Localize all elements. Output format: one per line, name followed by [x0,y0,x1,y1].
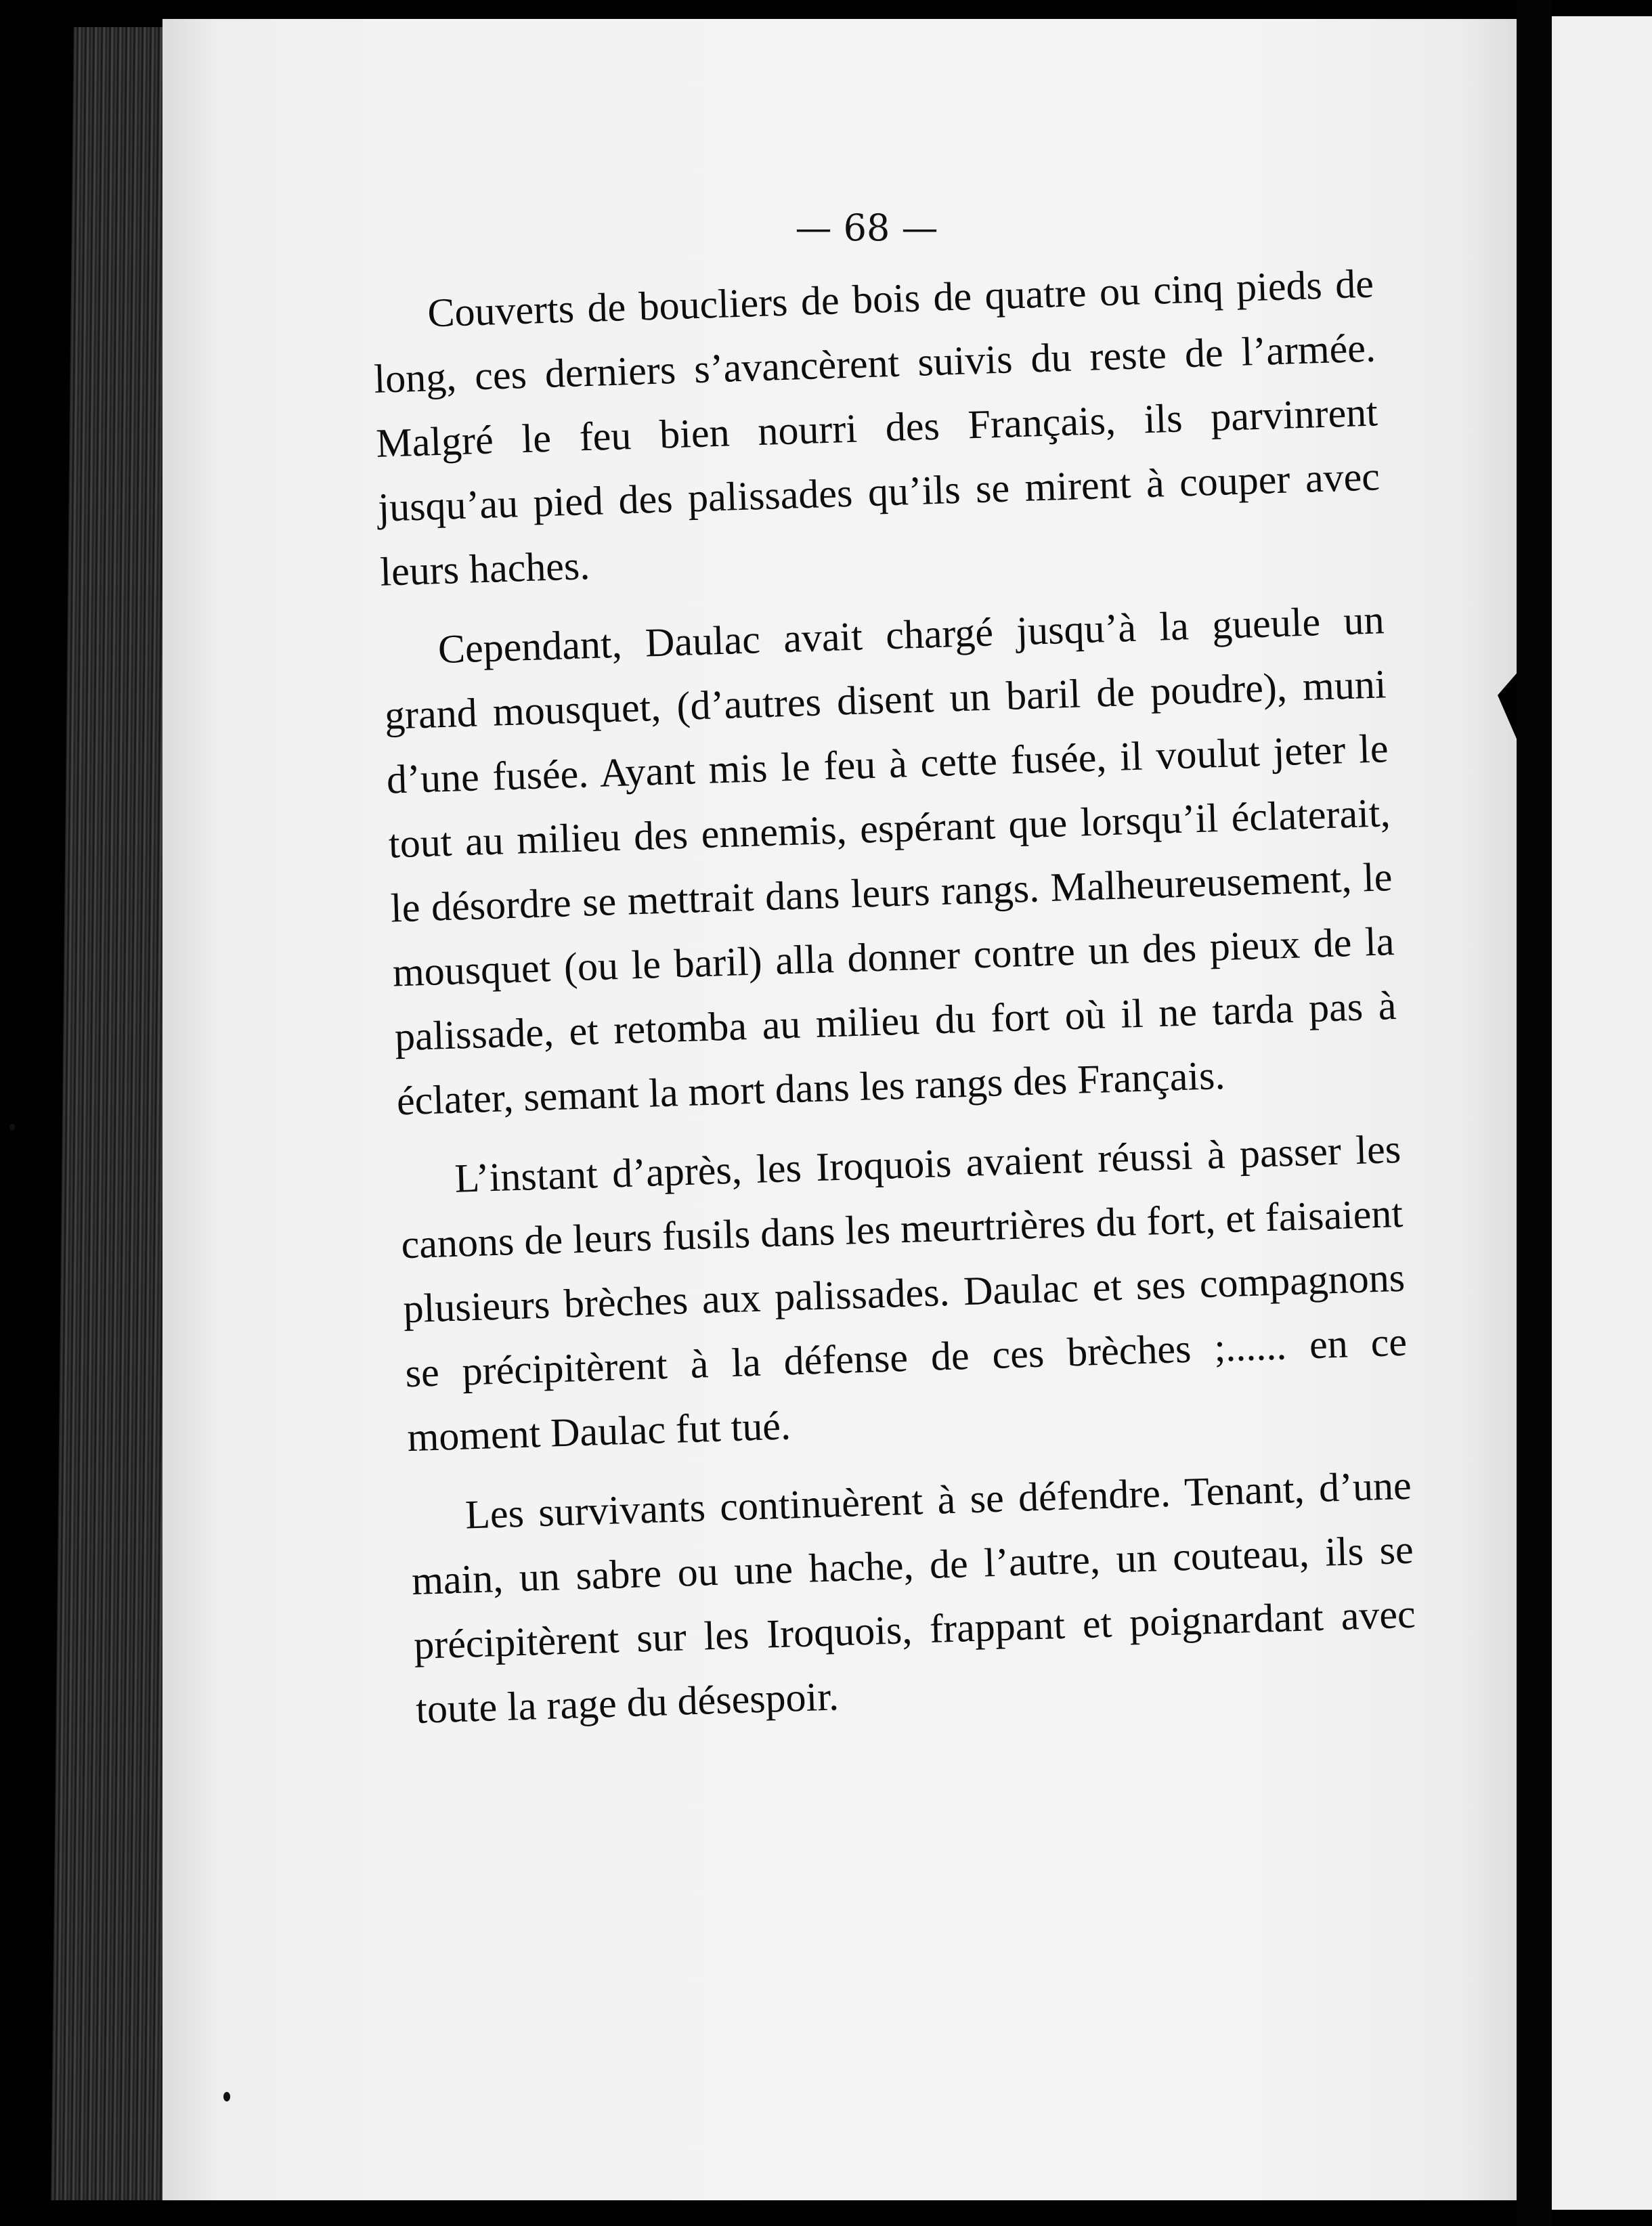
paragraph-1: Couverts de boucliers de bois de quatre ou cinq pieds de long, ces derniers s’avancèrent suivis du reste de l’armée. Malgré le feu bien nourri des Français, ils parvinrent jusqu’au pied des palissades qu’ils se mirent à couper avec leurs haches. [373,261,1381,594]
page-number: — 68 — [795,206,938,249]
ink-speck [223,2092,230,2101]
paragraph-3: L’instant d’après, les Iroquois avaient réussi à passer les canons de leurs fusils dans les meurtrières du fort, et faisaient plusieurs brèches aux palissades. Daulac et ses compagnons se précipitèrent à la défense de ces brèches ;...... en ce moment Daulac fut tué. [400,1126,1408,1460]
adjacent-page-edge [1552,16,1652,2210]
paragraph-2: Cependant, Daulac avait chargé jusqu’à la gueule un grand mousquet, (d’autres disent un baril de poudre), muni d’une fusée. Ayant mis le feu à cette fusée, il voulut jeter le tout au milieu des ennemis, espérant que lorsqu’il éclaterait, le désordre se mettrait dans leurs rangs. Malheureusement, le mousquet (ou le baril) alla donner contre un des pieux de la palissade, et retomba au milieu du fort où il ne tarda pas à éclater, semant la mort dans les rangs des Français. [384,597,1397,1124]
book-gutter [1517,0,1552,2226]
page-text [371,252,1419,1757]
paragraph-4: Les survivants continuèrent à se défendre. Tenant, d’une main, un sabre ou une hache, de l’autre, un couteau, ils se précipitèrent sur les Iroquois, frappant et poignardant avec toute la rage du désespoir. [411,1462,1416,1732]
ink-speck [9,1124,15,1131]
